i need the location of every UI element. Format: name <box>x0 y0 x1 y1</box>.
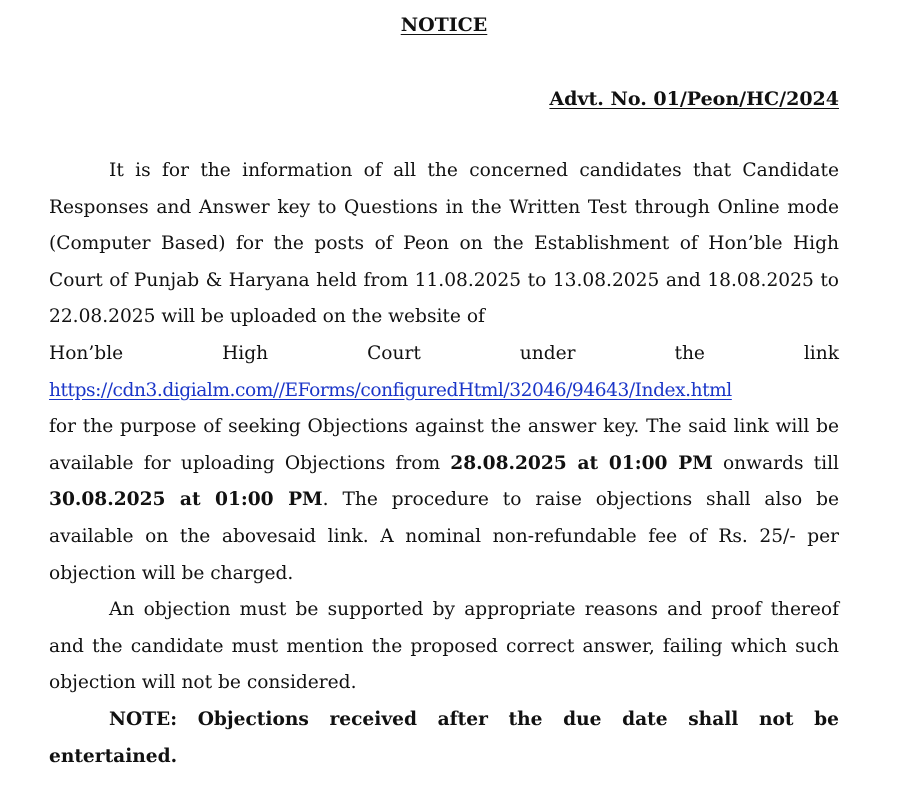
notice-body <box>49 153 839 775</box>
paragraph-1-text-b: for the purpose of seeking Objections against the answer key. The said link will be available for uploading Objections from <box>49 416 839 474</box>
word-4: under <box>519 342 576 364</box>
start-datetime: 28.08.2025 at 01:00 PM <box>450 452 713 474</box>
paragraph-1 <box>49 153 839 336</box>
end-datetime: 30.08.2025 at 01:00 PM <box>49 489 323 511</box>
paragraph-1-continued <box>49 409 839 592</box>
objection-link[interactable]: https://cdn3.digialm.com//EForms/configuredHtml/32046/94643/Index.html <box>49 379 732 401</box>
note-paragraph: NOTE: Objections received after the due date shall not be entertained. <box>49 708 839 767</box>
word-6: link <box>803 342 839 364</box>
paragraph-2: An objection must be supported by appropriate reasons and proof thereof and the candidate must mention the proposed correct answer, failing which such objection will not be considered. <box>49 599 839 694</box>
paragraph-1-text-a: It is for the information of all the concerned candidates that Candidate Responses and Answer key to Questions in the Written Test through Online mode (Computer Based) for the posts of Peon on the Establishment of Hon’ble High Court of Punjab & Haryana held from 11.08.2025 to 13.08.2025 and 18.08.2025 to 22.08.2025 will be uploaded on the website of <box>49 160 839 328</box>
link-line <box>49 373 839 410</box>
word-5: the <box>674 342 705 364</box>
link-intro-line <box>49 336 839 373</box>
advertisement-number: Advt. No. 01/Peon/HC/2024 <box>549 88 839 110</box>
word-2: High <box>222 342 269 364</box>
paragraph-1-text-c: onwards till <box>722 452 839 474</box>
word-1: Hon’ble <box>49 342 124 364</box>
notice-title: NOTICE <box>400 14 488 36</box>
paragraph-1-text-d: . The procedure to raise objections shall also be available on the abovesaid link. A nominal non-refundable fee of Rs. 25/- per objection will be charged. <box>49 489 839 584</box>
word-3: Court <box>367 342 421 364</box>
